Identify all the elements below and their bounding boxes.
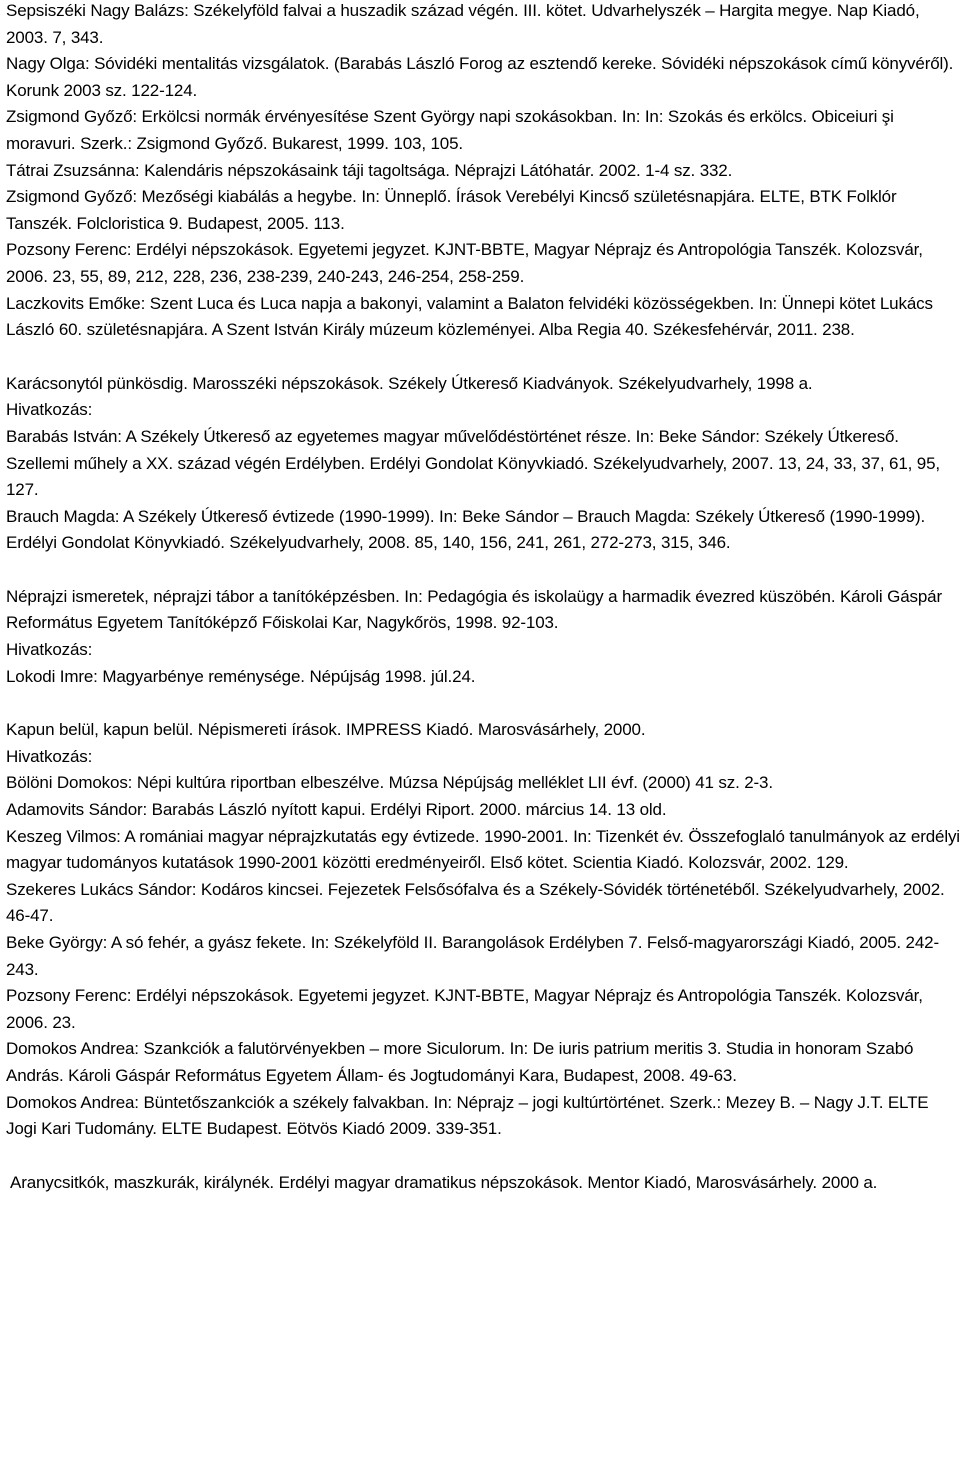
citation-entry: Keszeg Vilmos: A romániai magyar néprajzkutatás egy évtizede. 1990-2001. In: Tizenkét év. Összefoglaló tanulmányok az erdélyi magyar tudományos kutatások 1990-2001 közötti eredményeiről. Első kötet. Scientia Kiadó. Kolozsvár, 2002. 129. [6,826,960,873]
reference-entry: Zsigmond Győző: Mezőségi kiabálás a hegybe. In: Ünneplő. Írások Verebélyi Kincső születésnapjára. ELTE, BTK Folklór Tanszék. Folcloristica 9. Budapest, 2005. 113. [6,187,897,233]
publication-title: Karácsonytól pünkösdig. Marosszéki népszokások. Székely Útkereső Kiadványok. Székelyudvarhely, 1998 a. [6,373,813,393]
reference-entry: Zsigmond Győző: Erkölcsi normák érvényesítése Szent György napi szokásokban. In: In: Szokás és erkölcs. Obiceiuri şi moravuri. Szerk.: Zsigmond Győző. Bukarest, 1999. 103, 105. [6,107,894,153]
section-gap [6,690,960,717]
citation-entry: Pozsony Ferenc: Erdélyi népszokások. Egyetemi jegyzet. KJNT-BBTE, Magyar Néprajz és Antropológia Tanszék. Kolozsvár, 2006. 23. [6,986,923,1032]
citation-entry: Barabás István: A Székely Útkereső az egyetemes magyar művelődéstörténet része. In: Beke Sándor: Székely Útkereső. Szellemi műhely a XX. század végén Erdélyben. Erdélyi Gondolat Könyvkiadó. Székelyudvarhely, 2007. 13, 24, 33, 37, 61, 95, 127. [6,426,940,500]
citation-entry: Beke György: A só fehér, a gyász fekete. In: Székelyföld II. Barangolások Erdélyben 7. Felső-magyarországi Kiadó, 2005. 242-243. [6,933,939,979]
reference-entry: Sepsiszéki Nagy Balázs: Székelyföld falvai a huszadik század végén. III. kötet. Udvarhelyszék – Hargita megye. Nap Kiadó, 2003. 7, 343. [6,1,920,47]
section-gap [6,344,960,371]
citation-entry: Brauch Magda: A Székely Útkereső évtizede (1990-1999). In: Beke Sándor – Brauch Magda: Székely Útkereső (1990-1999). Erdélyi Gondolat Könyvkiadó. Székelyudvarhely, 2008. 85, 140, 156, 241, 261, 272-273, 315, 346. [6,506,926,553]
citation-heading: Hivatkozás: [6,746,93,766]
citation-heading: Hivatkozás: [6,400,93,420]
citation-entry: Domokos Andrea: Szankciók a falutörvényekben – more Siculorum. In: De iuris patrium meritis 3. Studia in honoram Szabó András. Károli Gáspár Református Egyetem Állam- és Jogtudományi Kara, Budapest, 2008. 49-63. [6,1039,914,1085]
citation-entry: Szekeres Lukács Sándor: Kodáros kincsei. Fejezetek Felsősófalva és a Székely-Sóvidék történetéből. Székelyudvarhely, 2002. 46-47. [6,879,945,926]
citation-entry: Bölöni Domokos: Népi kultúra riportban elbeszélve. Múzsa Népújság melléklet LII évf. (2000) 41 sz. 2-3. [6,773,773,793]
reference-entry: Nagy Olga: Sóvidéki mentalitás vizsgálatok. (Barabás László Forog az esztendő kereke. Sóvidéki népszokások című könyvéről). Korunk 2003 sz. 122-124. [6,54,954,100]
section-gap [6,557,960,584]
publication-title: Aranycsitkók, maszkurák, királynék. Erdélyi magyar dramatikus népszokások. Mentor Kiadó, Marosvásárhely. 2000 a. [10,1172,878,1192]
citation-entry: Domokos Andrea: Büntetőszankciók a székely falvakban. In: Néprajz – jogi kultúrtörténet. Szerk.: Mezey B. – Nagy J.T. ELTE Jogi Kari Tudomány. ELTE Budapest. Eötvös Kiadó 2009. 339-351. [6,1092,929,1139]
citation-entry: Lokodi Imre: Magyarbénye reménysége. Népújság 1998. júl.24. [6,666,476,686]
reference-entry: Laczkovits Emőke: Szent Luca és Luca napja a bakonyi, valamint a Balaton felvidéki közösségekben. In: Ünnepi kötet Lukács László 60. születésnapjára. A Szent István Király múzeum közleményei. Alba Regia 40. Székesfehérvár, 2011. 238. [6,293,933,340]
publication-title: Kapun belül, kapun belül. Népismereti írások. IMPRESS Kiadó. Marosvásárhely, 2000. [6,720,646,740]
citation-entry: Adamovits Sándor: Barabás László nyított kapui. Erdélyi Riport. 2000. március 14. 13 old. [6,800,667,820]
section-gap [6,1143,960,1170]
reference-entry: Pozsony Ferenc: Erdélyi népszokások. Egyetemi jegyzet. KJNT-BBTE, Magyar Néprajz és Antropológia Tanszék. Kolozsvár, 2006. 23, 55, 89, 212, 228, 236, 238-239, 240-243, 246-254, 258-259. [6,240,923,286]
publication-title: Néprajzi ismeretek, néprajzi tábor a tanítóképzésben. In: Pedagógia és iskolaügy a harmadik évezred küszöbén. Károli Gáspár Református Egyetem Tanítóképző Főiskolai Kar, Nagykőrös, 1998. 92-103. [6,586,942,633]
citation-heading: Hivatkozás: [6,640,93,660]
reference-entry: Tátrai Zsuzsánna: Kalendáris népszokásaink táji tagoltsága. Néprajzi Látóhatár. 2002. 1-4 sz. 332. [6,160,733,180]
